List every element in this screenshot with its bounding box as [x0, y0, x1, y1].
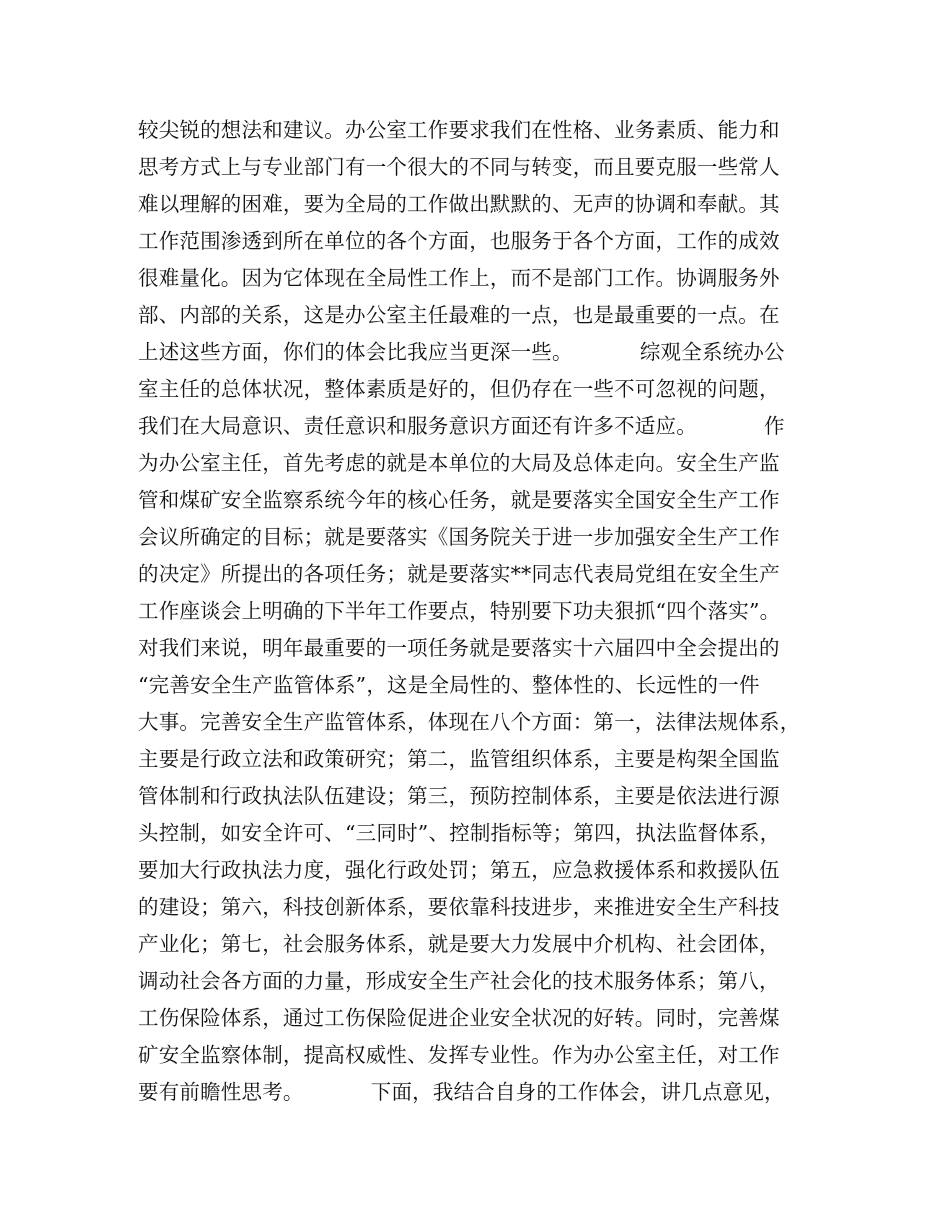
- text-line: 思考方式上与专业部门有一个很大的不同与转变，而且要克服一些常人: [138, 155, 780, 179]
- text-line: 头控制，如安全许可、“三同时”、控制指标等；第四，执法监督体系，: [138, 821, 781, 845]
- text-line: 很难量化。因为它体现在全局性工作上，而不是部门工作。协调服务外: [138, 266, 780, 290]
- text-line: 上述这些方面，你们的体会比我应当更深一些。 综观全系统办公: [138, 340, 785, 364]
- text-line: 要有前瞻性思考。 下面，我结合自身的工作体会，讲几点意见，: [138, 1080, 785, 1104]
- text-line: 管和煤矿安全监察系统今年的核心任务，就是要落实全国安全生产工作: [138, 488, 780, 512]
- body-text: [138, 112, 828, 1111]
- text-line: 的建设；第六，科技创新体系，要依靠科技进步，来推进安全生产科技: [138, 895, 780, 919]
- text-line: 的决定》所提出的各项任务；就是要落实**同志代表局党组在安全生产: [138, 562, 780, 586]
- text-line: 工伤保险体系，通过工伤保险促进企业安全状况的好转。同时，完善煤: [138, 1006, 780, 1030]
- text-line: “完善安全生产监管体系”，这是全局性的、整体性的、长远性的一件: [138, 673, 760, 697]
- text-line: 部、内部的关系，这是办公室主任最难的一点，也是最重要的一点。在: [138, 303, 780, 327]
- text-line: 对我们来说，明年最重要的一项任务就是要落实十六届四中全会提出的: [138, 636, 780, 660]
- text-line: 工作座谈会上明确的下半年工作要点，特别要下功夫狠抓“四个落实”。: [138, 599, 781, 623]
- text-line: 要加大行政执法力度，强化行政处罚；第五，应急救援体系和救援队伍: [138, 858, 780, 882]
- text-line: 较尖锐的想法和建议。办公室工作要求我们在性格、业务素质、能力和: [138, 118, 780, 142]
- text-line: 大事。完善安全生产监管体系，体现在八个方面：第一，法律法规体系，: [138, 710, 801, 734]
- text-line: 管体制和行政执法队伍建设；第三，预防控制体系，主要是依法进行源: [138, 784, 780, 808]
- text-line: 我们在大局意识、责任意识和服务意识方面还有许多不适应。 作: [138, 414, 785, 438]
- text-line: 会议所确定的目标；就是要落实《国务院关于进一步加强安全生产工作: [138, 525, 780, 549]
- text-line: 调动社会各方面的力量，形成安全生产社会化的技术服务体系；第八，: [138, 969, 780, 993]
- text-line: 产业化；第七，社会服务体系，就是要大力发展中介机构、社会团体，: [138, 932, 780, 956]
- text-line: 室主任的总体状况，整体素质是好的，但仍存在一些不可忽视的问题，: [138, 377, 780, 401]
- text-line: 为办公室主任，首先考虑的就是本单位的大局及总体走向。安全生产监: [138, 451, 780, 475]
- text-line: 难以理解的困难，要为全局的工作做出默默的、无声的协调和奉献。其: [138, 192, 780, 216]
- text-line: 工作范围渗透到所在单位的各个方面，也服务于各个方面，工作的成效: [138, 229, 780, 253]
- text-line: 矿安全监察体制，提高权威性、发挥专业性。作为办公室主任，对工作: [138, 1043, 780, 1067]
- text-line: 主要是行政立法和政策研究；第二，监管组织体系，主要是构架全国监: [138, 747, 780, 771]
